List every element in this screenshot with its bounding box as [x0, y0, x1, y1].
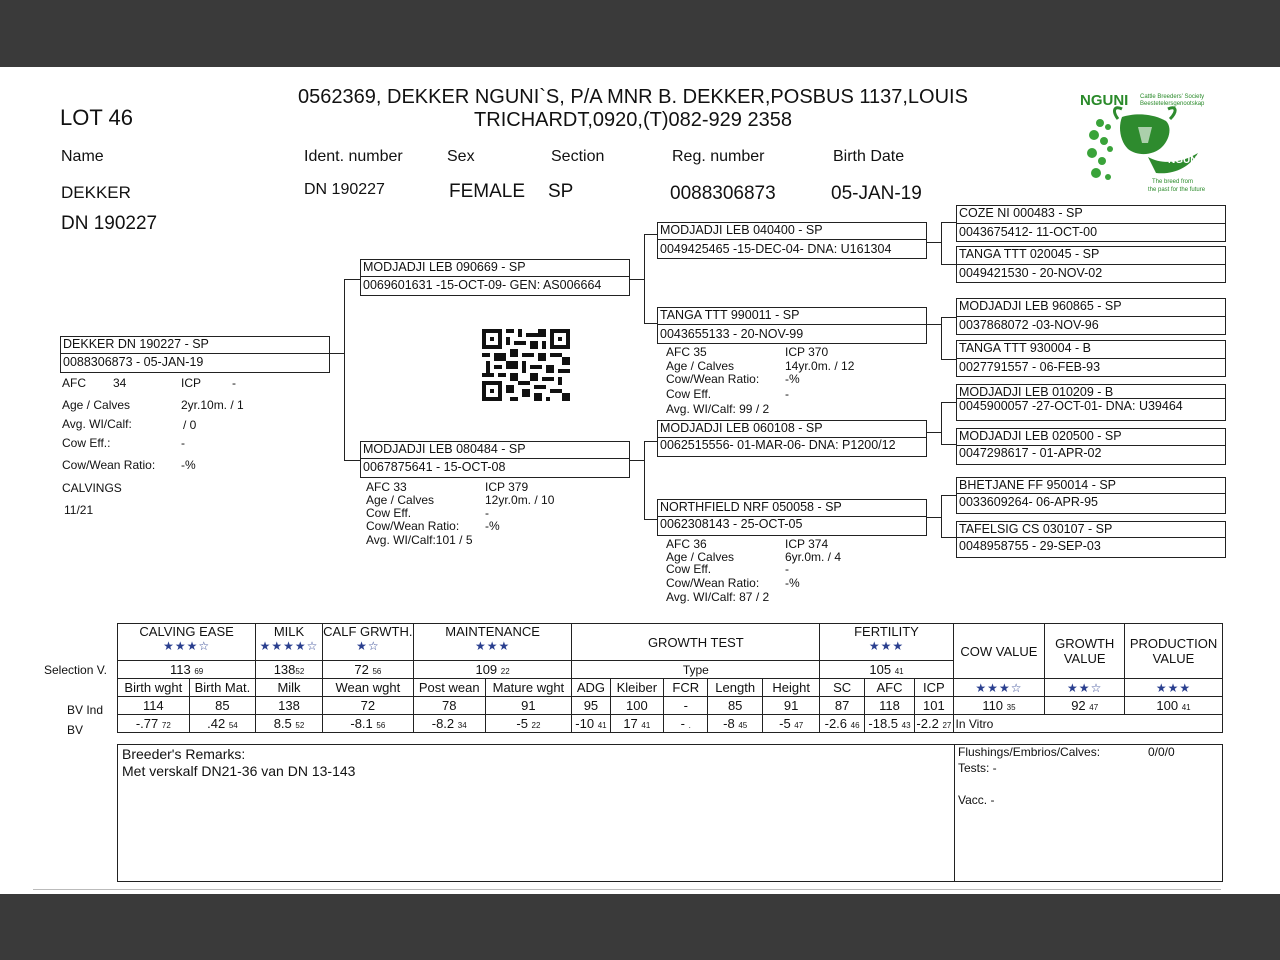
- ggp-reg-2: 0049421530 - 20-NOV-02: [959, 266, 1103, 280]
- column-header: Post wean: [413, 679, 485, 697]
- sel-maint: 109 22: [413, 661, 571, 679]
- bv-index-cell: 95: [572, 697, 610, 715]
- bv-cell: -8 45: [708, 715, 762, 733]
- bvind-label: BV Ind: [67, 703, 104, 717]
- qr-code: [482, 328, 570, 402]
- vacc-value: Vacc. -: [958, 793, 995, 807]
- bv-index-cell: 72: [322, 697, 413, 715]
- dam-box: [360, 441, 630, 478]
- growth-value-header: GROWTH VALUE: [1045, 624, 1125, 679]
- column-header: Height: [762, 679, 820, 697]
- column-header: ICP: [915, 679, 953, 697]
- production-value-stars: ★★★: [1125, 679, 1223, 697]
- logo-tagline-2: the past for the future: [1148, 187, 1206, 193]
- bv-cell: -5 47: [762, 715, 820, 733]
- dam-wi: Avg. WI/Calf:101 / 5: [366, 533, 473, 547]
- logo-title: NGUNI: [1080, 92, 1129, 109]
- gp2-wean: -%: [785, 372, 800, 386]
- bv-index-cell: 85: [189, 697, 256, 715]
- bv-index-cell: 78: [413, 697, 485, 715]
- gp2-age: 14yr.0m. / 12: [785, 359, 855, 373]
- birth-label: Birth Date: [833, 148, 905, 165]
- gp-box-4: [657, 499, 927, 536]
- sel-fert: 105 41: [820, 661, 953, 679]
- calvings-label: CALVINGS: [62, 481, 122, 495]
- bv-index-cell: 91: [762, 697, 820, 715]
- breeding-values-grid: [117, 623, 1223, 733]
- sire-name: MODJADJI LEB 090669 - SP: [363, 260, 526, 274]
- gp4-eff-label: Cow Eff.: [666, 562, 712, 576]
- gp2-eff-label: Cow Eff.: [666, 387, 712, 401]
- ggp-box-3: [956, 298, 1226, 335]
- dam-eff: -: [485, 506, 489, 520]
- name-label: Name: [61, 148, 104, 165]
- gp4-icp: ICP 374: [785, 537, 829, 551]
- bv-index-cell: 100: [610, 697, 663, 715]
- ggp-box-4: [956, 340, 1226, 377]
- bv-index-cell: 85: [708, 697, 762, 715]
- bvind-growth-value: 92 47: [1045, 697, 1125, 715]
- ggp-reg-1: 0043675412- 11-OCT-00: [959, 225, 1098, 239]
- gp-name-1: MODJADJI LEB 040400 - SP: [660, 223, 823, 237]
- bv-cell: -2.2 27: [916, 716, 952, 731]
- animal-afc: 34: [113, 376, 127, 390]
- section-value: SP: [548, 181, 574, 202]
- sire-reg: 0069601631 -15-OCT-09- GEN: AS006664: [363, 278, 602, 292]
- maintenance-header: MAINTENANCE ★★★: [413, 624, 571, 661]
- column-header: Length: [708, 679, 762, 697]
- ggp-name-2: TANGA TTT 020045 - SP: [959, 247, 1100, 261]
- milk-header: MILK ★★★★☆: [256, 624, 323, 661]
- gp-reg-2: 0043655133 - 20-NOV-99: [660, 327, 804, 341]
- column-header: Mature wght: [485, 679, 572, 697]
- maintenance-stars: ★★★: [474, 639, 511, 653]
- sex-label: Sex: [447, 148, 475, 165]
- section-label: Section: [551, 148, 605, 165]
- gp2-icp: ICP 370: [785, 345, 829, 359]
- lot-number: LOT 46: [60, 105, 133, 130]
- sel-type: Type: [572, 661, 820, 679]
- remarks-title: Breeder's Remarks:: [122, 746, 246, 762]
- animal-age: 2yr.10m. / 1: [181, 398, 244, 412]
- sel-calf: 72 56: [322, 661, 413, 679]
- gp-reg-4: 0062308143 - 25-OCT-05: [660, 517, 803, 531]
- milk-stars: ★★★★☆: [259, 639, 319, 653]
- gp-reg-1: 0049425465 -15-DEC-04- DNA: U161304: [660, 242, 892, 256]
- bv-index-cell: 87: [820, 697, 864, 715]
- ggp-reg-5: 0045900057 -27-OCT-01- DNA: U39464: [959, 399, 1183, 413]
- animal-eff-label: Cow Eff.:: [62, 436, 111, 450]
- ggp-reg-8: 0048958755 - 29-SEP-03: [959, 539, 1101, 553]
- bv-cell: -5 22: [485, 715, 572, 733]
- column-header: ADG: [572, 679, 610, 697]
- ggp-name-4: TANGA TTT 930004 - B: [959, 341, 1092, 355]
- gp4-age-label: Age / Calves: [666, 550, 735, 564]
- calvings-value: 11/21: [64, 503, 94, 517]
- animal-name: DEKKER DN 190227 - SP: [63, 337, 209, 351]
- bv-row: [118, 715, 1223, 733]
- dam-wean-label: Cow/Wean Ratio:: [366, 519, 460, 533]
- fertility-stars: ★★★: [868, 639, 905, 653]
- bv-cell: -8.1 56: [322, 715, 413, 733]
- gp-reg-3: 0062515556- 01-MAR-06- DNA: P1200/12: [660, 438, 896, 452]
- ggp-box-6: [956, 428, 1226, 465]
- logo-subtitle-1: Cattle Breeders' Society: [1140, 94, 1205, 100]
- animal-wean: -%: [181, 458, 196, 472]
- gp2-afc: AFC 35: [666, 345, 707, 359]
- gp4-wi: Avg. WI/Calf: 87 / 2: [666, 590, 770, 604]
- bvind-production-value: 100 41: [1125, 697, 1223, 715]
- dam-reg: 0067875641 - 15-OCT-08: [363, 460, 506, 474]
- bv-cell: -8.2 34: [413, 715, 485, 733]
- selection-label: Selection V.: [44, 663, 107, 677]
- gp4-afc: AFC 36: [666, 537, 707, 551]
- calf-growth-header: CALF GRWTH. ★☆: [322, 624, 413, 661]
- bottom-dark-band: [0, 894, 1280, 960]
- sel-milk: 13852: [256, 661, 323, 679]
- animal-age-label: Age / Calves: [62, 398, 131, 412]
- cow-value-stars: ★★★☆: [953, 679, 1045, 697]
- breeder-line-2: TRICHARDT,0920,(T)082-929 2358: [474, 109, 792, 131]
- animal-wean-label: Cow/Wean Ratio:: [62, 458, 156, 472]
- gp4-eff: -: [785, 562, 789, 576]
- gp-name-2: TANGA TTT 990011 - SP: [660, 308, 800, 322]
- column-header: FCR: [664, 679, 708, 697]
- column-header-row: [118, 679, 1223, 697]
- gp2-age-label: Age / Calves: [666, 359, 735, 373]
- bv-cell: -10 41: [572, 715, 610, 733]
- gp-box-2: [657, 307, 927, 344]
- gp2-eff: -: [785, 387, 789, 401]
- fertility-header: FERTILITY ★★★: [820, 624, 953, 661]
- animal-icp: -: [232, 376, 236, 390]
- production-value-header: PRODUCTION VALUE: [1125, 624, 1223, 679]
- calving-ease-header: CALVING EASE ★★★☆: [118, 624, 256, 661]
- logo-subtitle-2: Beestetelersgenootskap: [1140, 101, 1205, 107]
- column-header: Wean wght: [322, 679, 413, 697]
- growth-test-header: GROWTH TEST: [572, 624, 820, 661]
- bv-cell: 8.5 52: [256, 715, 323, 733]
- ident-value: DN 190227: [304, 181, 385, 198]
- column-header: Kleiber: [610, 679, 663, 697]
- nguni-logo: [1078, 87, 1214, 197]
- bv-cell: .42 54: [189, 715, 256, 733]
- dam-name: MODJADJI LEB 080484 - SP: [363, 442, 526, 456]
- bv-index-cell: 138: [256, 697, 323, 715]
- column-header: AFC: [864, 679, 914, 697]
- calving-ease-stars: ★★★☆: [163, 639, 211, 653]
- ggp-name-6: MODJADJI LEB 020500 - SP: [959, 429, 1122, 443]
- ggp-reg-6: 0047298617 - 01-APR-02: [959, 446, 1102, 460]
- animal-eff: -: [181, 436, 185, 450]
- ggp-name-3: MODJADJI LEB 960865 - SP: [959, 299, 1122, 313]
- ggp-reg-4: 0027791557 - 06-FEB-93: [959, 360, 1101, 374]
- top-dark-band: [0, 0, 1280, 67]
- ggp-name-5: MODJADJI LEB 010209 - B: [959, 385, 1114, 399]
- bv-index-cell: -: [664, 697, 708, 715]
- birth-value: 05-JAN-19: [831, 183, 922, 204]
- gp2-wean-label: Cow/Wean Ratio:: [666, 372, 760, 386]
- column-header: Milk: [256, 679, 323, 697]
- gp-name-3: MODJADJI LEB 060108 - SP: [660, 421, 823, 435]
- dam-age: 12yr.0m. / 10: [485, 493, 555, 507]
- flushings-label: Flushings/Embrios/Calves:: [958, 745, 1101, 759]
- name-value: DEKKER: [61, 183, 131, 202]
- ident-label: Ident. number: [304, 148, 403, 165]
- animal-reg: 0088306873 - 05-JAN-19: [63, 355, 204, 369]
- bv-index-cell: 101: [915, 697, 953, 715]
- dam-afc: AFC 33: [366, 480, 407, 494]
- bv-cell: 17 41: [610, 715, 663, 733]
- animal-afc-label: AFC: [62, 376, 86, 390]
- animal-wi-label: Avg. WI/Calf:: [62, 417, 132, 431]
- growth-value-stars: ★★☆: [1045, 679, 1125, 697]
- tests-value: Tests: -: [958, 761, 997, 775]
- ggp-reg-7: 0033609264- 06-APR-95: [959, 495, 1098, 509]
- remarks-text: Met verskalf DN21-36 van DN 13-143: [122, 763, 356, 779]
- ggp-name-7: BHETJANE FF 950014 - SP: [959, 478, 1117, 492]
- bv-index-cell: 118: [864, 697, 914, 715]
- gp4-wean-label: Cow/Wean Ratio:: [666, 576, 760, 590]
- gp-box-3: [657, 420, 927, 457]
- bvind-cow-value: 110 35: [953, 697, 1045, 715]
- gp2-wi: Avg. WI/Calf: 99 / 2: [666, 402, 770, 416]
- dam-age-label: Age / Calves: [366, 493, 435, 507]
- logo-tagline-1: The breed from: [1152, 179, 1194, 185]
- flushings-value: 0/0/0: [1148, 745, 1175, 759]
- ggp-box-2: [956, 246, 1226, 283]
- column-header: Birth Mat.: [189, 679, 256, 697]
- dam-eff-label: Cow Eff.: [366, 506, 412, 520]
- remarks-panel: [117, 744, 1223, 882]
- ggp-box-7: [956, 477, 1226, 514]
- animal-box: [60, 336, 330, 373]
- column-header: SC: [820, 679, 864, 697]
- ggp-box-8: [956, 521, 1226, 558]
- animal-icp-label: ICP: [181, 376, 202, 390]
- bv-cell: -18.5 43: [864, 715, 914, 733]
- ggp-name-1: COZE NI 000483 - SP: [959, 206, 1083, 220]
- in-vitro-label: In Vitro: [953, 715, 1222, 733]
- sel-calving: 113 69: [118, 661, 256, 679]
- ggp-name-8: TAFELSIG CS 030107 - SP: [959, 522, 1113, 536]
- bv-cell: -2.6 46: [820, 715, 864, 733]
- reg-value: 0088306873: [670, 183, 776, 204]
- ggp-box-1: [956, 205, 1226, 242]
- sex-value: FEMALE: [449, 181, 526, 202]
- breeder-info: [260, 86, 1006, 132]
- gp-name-4: NORTHFIELD NRF 050058 - SP: [660, 500, 842, 514]
- column-header: Birth wght: [118, 679, 190, 697]
- gp4-wean: -%: [785, 576, 800, 590]
- gp4-age: 6yr.0m. / 4: [785, 550, 842, 564]
- ggp-reg-3: 0037868072 -03-NOV-96: [959, 318, 1099, 332]
- bv-label: BV: [67, 723, 84, 737]
- calf-growth-stars: ★☆: [356, 639, 380, 653]
- breeder-line-1: 0562369, DEKKER NGUNI`S, P/A MNR B. DEKKER,POSBUS 1137,LOUIS: [298, 86, 968, 108]
- dam-icp: ICP 379: [485, 480, 529, 494]
- reg-label: Reg. number: [672, 148, 765, 165]
- ggp-box-5: [956, 384, 1226, 421]
- bv-index-cell: 114: [118, 697, 190, 715]
- logo-badge: NGUNI: [1168, 155, 1201, 166]
- animal-wi: / 0: [183, 418, 197, 432]
- gp-box-1: [657, 222, 927, 259]
- bv-cell: -.77 72: [118, 715, 190, 733]
- bv-cell: - .: [664, 715, 708, 733]
- sire-box: [360, 259, 630, 296]
- dam-wean: -%: [485, 519, 500, 533]
- cow-value-header: COW VALUE: [953, 624, 1045, 679]
- name-value-2: DN 190227: [61, 213, 158, 234]
- pedigree-sheet: [0, 67, 1280, 894]
- bv-index-cell: 91: [485, 697, 572, 715]
- bv-index-row: [118, 697, 1223, 715]
